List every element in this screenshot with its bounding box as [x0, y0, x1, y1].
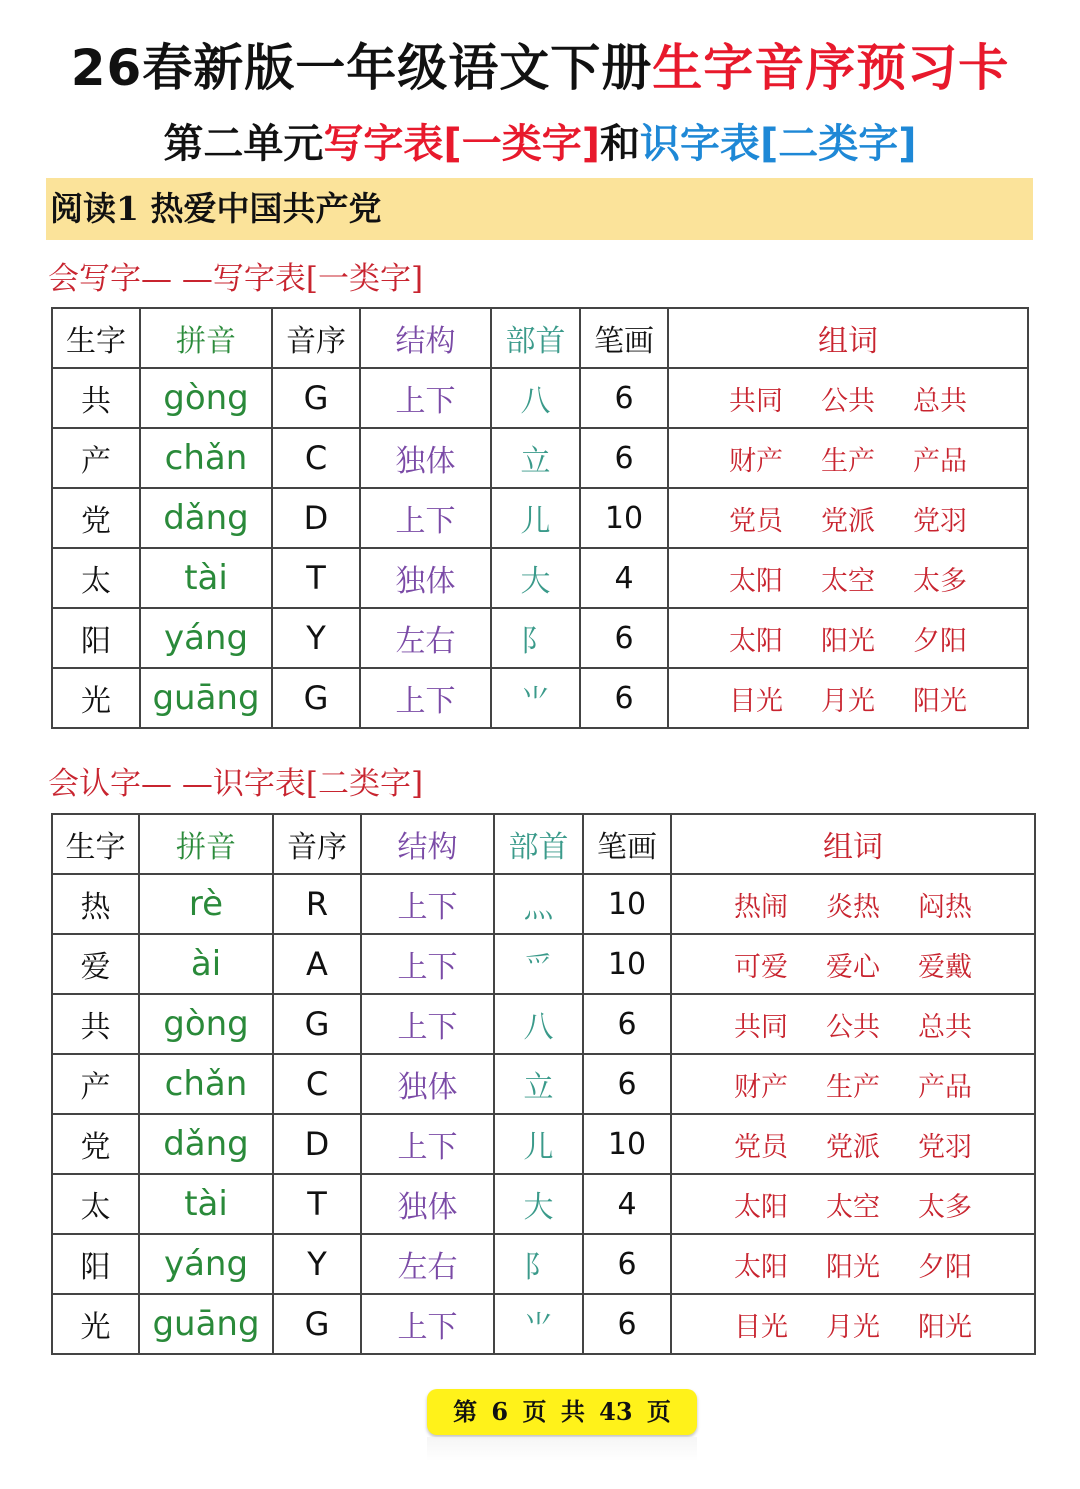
word-item: 党羽	[918, 1131, 972, 1163]
word-item: 阳光	[821, 625, 875, 657]
cell-strokes: 6	[580, 668, 668, 728]
cell-order: D	[273, 1114, 361, 1174]
cell-char: 爱	[52, 934, 139, 994]
table-row	[52, 608, 1028, 668]
cell-radical: 大	[491, 548, 580, 608]
cell-structure: 上下	[361, 1114, 494, 1174]
table-row	[52, 874, 1035, 934]
cell-radical: 八	[491, 368, 580, 428]
header-radical: 部首	[491, 308, 580, 368]
cell-words	[668, 608, 1028, 668]
word-item: 党派	[826, 1131, 880, 1163]
cell-char: 阳	[52, 608, 140, 668]
cell-structure: 上下	[360, 668, 491, 728]
cell-strokes: 6	[583, 1054, 671, 1114]
cell-structure: 上下	[361, 934, 494, 994]
cell-words	[671, 994, 1035, 1054]
word-item: 党派	[821, 505, 875, 537]
cell-radical: 立	[494, 1054, 583, 1114]
cell-pinyin: chǎn	[140, 428, 272, 488]
word-item: 公共	[821, 385, 875, 417]
header-words: 组词	[671, 814, 1035, 874]
table-row	[52, 1114, 1035, 1174]
table-row	[52, 548, 1028, 608]
cell-order: G	[272, 368, 360, 428]
word-item: 目光	[729, 685, 783, 717]
cell-structure: 上下	[361, 1294, 494, 1354]
header-char: 生字	[52, 814, 139, 874]
cell-radical: ⺌	[491, 668, 580, 728]
cell-strokes: 4	[580, 548, 668, 608]
word-item: 总共	[913, 385, 967, 417]
table-row	[52, 934, 1035, 994]
word-item: 党员	[734, 1131, 788, 1163]
cell-pinyin: tài	[139, 1174, 273, 1234]
subtitle-read-table: 识字表[二类字]	[640, 121, 917, 167]
header-struct: 结构	[361, 814, 494, 874]
word-item: 月光	[826, 1311, 880, 1343]
cell-words	[671, 1054, 1035, 1114]
cell-strokes: 6	[583, 1294, 671, 1354]
cell-radical: ⺌	[494, 1294, 583, 1354]
cell-strokes: 4	[583, 1174, 671, 1234]
cell-order: G	[273, 994, 361, 1054]
cell-strokes: 6	[580, 608, 668, 668]
header-radical: 部首	[494, 814, 583, 874]
word-item: 生产	[821, 445, 875, 477]
cell-strokes: 6	[583, 994, 671, 1054]
cell-pinyin: chǎn	[139, 1054, 273, 1114]
cell-strokes: 10	[583, 874, 671, 934]
word-item: 太多	[918, 1191, 972, 1223]
table-row	[52, 488, 1028, 548]
header-words: 组词	[668, 308, 1028, 368]
cell-radical: 灬	[494, 874, 583, 934]
word-item: 产品	[918, 1071, 972, 1103]
cell-char: 党	[52, 1114, 139, 1174]
word-item: 财产	[734, 1071, 788, 1103]
word-item: 阳光	[826, 1251, 880, 1283]
cell-char: 党	[52, 488, 140, 548]
word-item: 太空	[826, 1191, 880, 1223]
table-row	[52, 1174, 1035, 1234]
word-item: 阳光	[913, 685, 967, 717]
page-indicator-reflection	[427, 1437, 697, 1461]
word-item: 爱戴	[918, 951, 972, 983]
page-subtitle	[0, 112, 1080, 169]
cell-order: T	[272, 548, 360, 608]
cell-order: Y	[272, 608, 360, 668]
page-title-main: 26春新版一年级语文下册	[70, 39, 653, 97]
word-item: 党员	[729, 505, 783, 537]
cell-words	[668, 368, 1028, 428]
header-pinyin: 拼音	[140, 308, 272, 368]
page-indicator: 第 6 页 共 43 页	[427, 1389, 697, 1435]
table-header-row	[52, 308, 1028, 368]
cell-words	[668, 548, 1028, 608]
word-item: 产品	[913, 445, 967, 477]
word-item: 公共	[826, 1011, 880, 1043]
cell-structure: 左右	[361, 1234, 494, 1294]
table-row	[52, 1294, 1035, 1354]
cell-strokes: 6	[583, 1234, 671, 1294]
word-item: 闷热	[918, 891, 972, 923]
read-table	[51, 813, 1036, 1355]
cell-order: R	[273, 874, 361, 934]
word-item: 阳光	[918, 1311, 972, 1343]
cell-radical: 阝	[494, 1234, 583, 1294]
word-item: 夕阳	[918, 1251, 972, 1283]
cell-structure: 上下	[361, 874, 494, 934]
cell-pinyin: gòng	[139, 994, 273, 1054]
cell-order: A	[273, 934, 361, 994]
table-row	[52, 1234, 1035, 1294]
subtitle-unit: 第二单元	[163, 121, 324, 167]
cell-pinyin: ài	[139, 934, 273, 994]
subtitle-and: 和	[600, 121, 640, 167]
header-strokes: 笔画	[580, 308, 668, 368]
table-row	[52, 668, 1028, 728]
word-item: 共同	[734, 1011, 788, 1043]
cell-order: Y	[273, 1234, 361, 1294]
cell-char: 共	[52, 368, 140, 428]
cell-order: G	[272, 668, 360, 728]
cell-structure: 独体	[361, 1054, 494, 1114]
cell-words	[671, 1174, 1035, 1234]
cell-char: 产	[52, 1054, 139, 1114]
cell-char: 产	[52, 428, 140, 488]
read-table-title: 会认字— —识字表[二类字]	[48, 766, 424, 802]
cell-radical: 儿	[491, 488, 580, 548]
cell-strokes: 10	[580, 488, 668, 548]
cell-strokes: 10	[583, 1114, 671, 1174]
write-table-title: 会写字— —写字表[一类字]	[48, 261, 424, 297]
cell-order: G	[273, 1294, 361, 1354]
cell-pinyin: gòng	[140, 368, 272, 428]
cell-pinyin: yáng	[139, 1234, 273, 1294]
cell-structure: 上下	[360, 488, 491, 548]
cell-pinyin: yáng	[140, 608, 272, 668]
cell-char: 光	[52, 1294, 139, 1354]
word-item: 党羽	[913, 505, 967, 537]
cell-order: D	[272, 488, 360, 548]
word-item: 爱心	[826, 951, 880, 983]
header-pinyin: 拼音	[139, 814, 273, 874]
cell-structure: 独体	[360, 548, 491, 608]
table-row	[52, 994, 1035, 1054]
cell-structure: 上下	[360, 368, 491, 428]
header-struct: 结构	[360, 308, 491, 368]
cell-words	[671, 1234, 1035, 1294]
subtitle-write-table: 写字表[一类字]	[323, 121, 600, 167]
cell-char: 太	[52, 548, 140, 608]
cell-char: 阳	[52, 1234, 139, 1294]
header-order: 音序	[272, 308, 360, 368]
word-item: 太多	[913, 565, 967, 597]
word-item: 月光	[821, 685, 875, 717]
cell-radical: 八	[494, 994, 583, 1054]
cell-strokes: 6	[580, 368, 668, 428]
table-header-row	[52, 814, 1035, 874]
cell-words	[668, 668, 1028, 728]
page-title-highlight: 生字音序预习卡	[652, 39, 1010, 97]
table-row	[52, 428, 1028, 488]
cell-words	[671, 1114, 1035, 1174]
cell-radical: 爫	[494, 934, 583, 994]
cell-pinyin: tài	[140, 548, 272, 608]
cell-order: C	[273, 1054, 361, 1114]
word-item: 太阳	[729, 565, 783, 597]
cell-char: 热	[52, 874, 139, 934]
cell-pinyin: guāng	[139, 1294, 273, 1354]
cell-order: T	[273, 1174, 361, 1234]
cell-radical: 大	[494, 1174, 583, 1234]
cell-structure: 上下	[361, 994, 494, 1054]
word-item: 夕阳	[913, 625, 967, 657]
word-item: 总共	[918, 1011, 972, 1043]
header-strokes: 笔画	[583, 814, 671, 874]
cell-structure: 左右	[360, 608, 491, 668]
word-item: 生产	[826, 1071, 880, 1103]
header-order: 音序	[273, 814, 361, 874]
cell-words	[668, 428, 1028, 488]
word-item: 共同	[729, 385, 783, 417]
cell-words	[671, 934, 1035, 994]
page-title	[0, 28, 1080, 100]
cell-radical: 立	[491, 428, 580, 488]
cell-order: C	[272, 428, 360, 488]
word-item: 热闹	[734, 891, 788, 923]
header-char: 生字	[52, 308, 140, 368]
cell-structure: 独体	[361, 1174, 494, 1234]
word-item: 可爱	[734, 951, 788, 983]
lesson-title-bar: 阅读1 热爱中国共产党	[46, 178, 1033, 240]
word-item: 太阳	[734, 1251, 788, 1283]
cell-structure: 独体	[360, 428, 491, 488]
cell-char: 共	[52, 994, 139, 1054]
table-row	[52, 368, 1028, 428]
word-item: 财产	[729, 445, 783, 477]
cell-strokes: 10	[583, 934, 671, 994]
cell-words	[671, 874, 1035, 934]
cell-words	[671, 1294, 1035, 1354]
cell-strokes: 6	[580, 428, 668, 488]
cell-char: 光	[52, 668, 140, 728]
write-table	[51, 307, 1029, 729]
cell-radical: 儿	[494, 1114, 583, 1174]
cell-pinyin: dǎng	[140, 488, 272, 548]
cell-pinyin: dǎng	[139, 1114, 273, 1174]
cell-pinyin: guāng	[140, 668, 272, 728]
word-item: 太阳	[734, 1191, 788, 1223]
word-item: 太空	[821, 565, 875, 597]
table-row	[52, 1054, 1035, 1114]
word-item: 目光	[734, 1311, 788, 1343]
cell-char: 太	[52, 1174, 139, 1234]
cell-radical: 阝	[491, 608, 580, 668]
cell-words	[668, 488, 1028, 548]
word-item: 炎热	[826, 891, 880, 923]
word-item: 太阳	[729, 625, 783, 657]
cell-pinyin: rè	[139, 874, 273, 934]
